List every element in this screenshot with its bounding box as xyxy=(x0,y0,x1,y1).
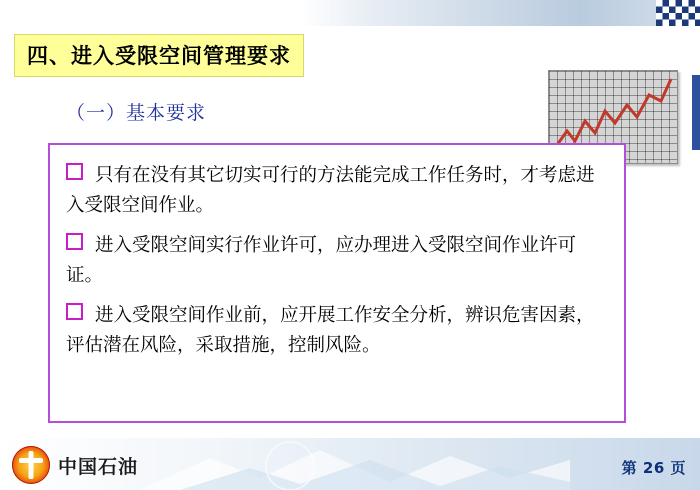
slide-footer xyxy=(0,437,700,490)
page-title-label: 四、进入受限空间管理要求 xyxy=(27,44,291,68)
page-number: 第 26 页 xyxy=(621,459,686,477)
top-decorative-band xyxy=(300,0,700,26)
list-item xyxy=(66,301,608,361)
list-item-text: 进入受限空间作业前，应开展工作安全分析，辨识危害因素，评估潜在风险，采取措施，控制风险。 xyxy=(66,304,595,356)
right-accent-bar xyxy=(692,75,700,150)
section-subtitle: （一）基本要求 xyxy=(66,102,207,124)
company-name-label: 中国石油 xyxy=(58,455,139,478)
content-panel xyxy=(48,143,626,423)
page-title xyxy=(14,34,304,77)
bullet-square-icon xyxy=(66,233,83,250)
bullet-square-icon xyxy=(66,163,83,180)
checkerboard-icon xyxy=(656,0,700,26)
list-item xyxy=(66,161,608,221)
list-item xyxy=(66,231,608,291)
petrochina-logo-icon xyxy=(12,446,50,484)
mountain-graphic xyxy=(140,438,570,490)
bullet-square-icon xyxy=(66,303,83,320)
company-logo xyxy=(12,446,138,484)
list-item-text: 只有在没有其它切实可行的方法能完成工作任务时，才考虑进入受限空间作业。 xyxy=(66,165,595,216)
list-item-text: 进入受限空间实行作业许可，应办理进入受限空间作业许可证。 xyxy=(66,234,577,286)
